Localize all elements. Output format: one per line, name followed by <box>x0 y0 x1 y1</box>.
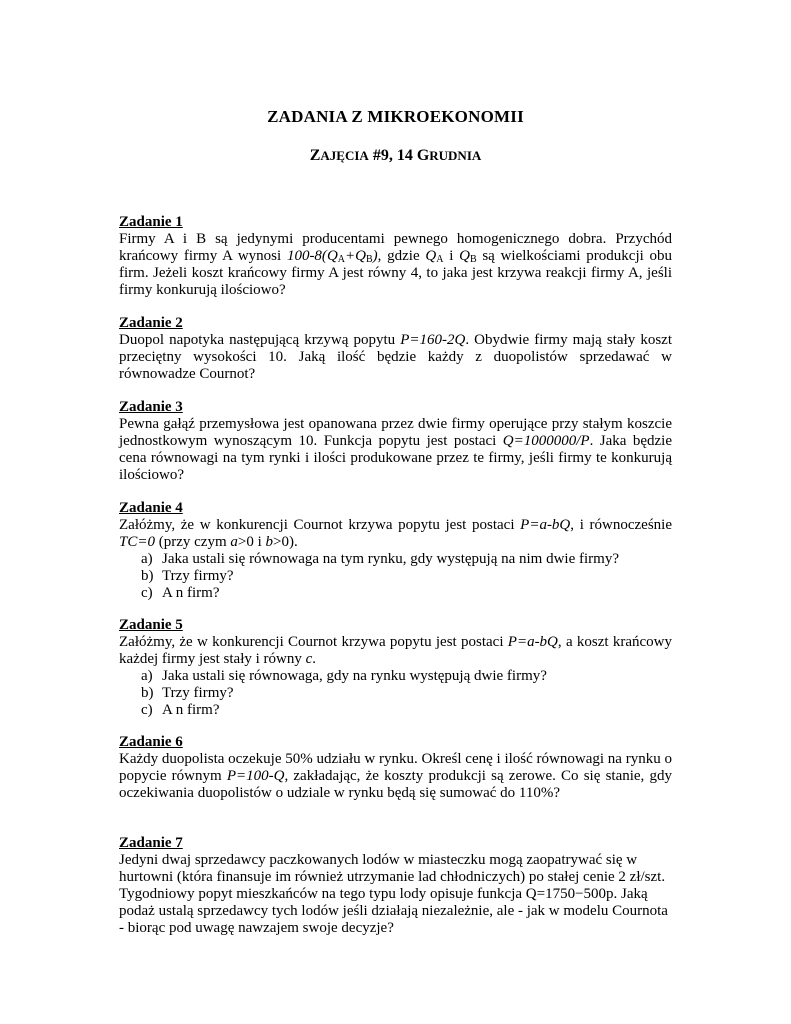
task-4 <box>119 500 672 602</box>
task-heading: Zadanie 1 <box>119 214 183 230</box>
list-item-text: Jaka ustali się równowaga na tym rynku, gdy występują na nim dwie firmy? <box>162 551 619 567</box>
task-heading: Zadanie 7 <box>119 835 183 851</box>
text-run: . <box>312 651 317 667</box>
formula: Q <box>425 248 437 264</box>
formula: P=a-bQ <box>507 634 558 650</box>
text-run: , i równocześnie <box>570 517 672 533</box>
list-item-text: Jaka ustali się równowaga, gdy na rynku występują dwie firmy? <box>162 668 547 684</box>
formula: c <box>305 651 313 667</box>
list-marker: c) <box>141 702 153 718</box>
text-run: , zakładając, że koszty produkcji są zerowe. Co się stanie, gdy oczekiwania duopolistów o udziale w rynku będą się sumować do 110%? <box>119 768 672 801</box>
formula: Q <box>459 248 470 264</box>
page-title: ZADANIA Z MIKROEKONOMII <box>267 107 524 126</box>
subtitle-part: Z <box>309 147 321 164</box>
text-run: >0 i <box>237 534 266 550</box>
formula: Q <box>355 248 366 264</box>
list-item <box>119 568 672 585</box>
task-heading: Zadanie 5 <box>119 617 183 633</box>
text-run: . Jaka będzie cena równowagi na tym rynki i ilości produkowane przez te firmy, jeśli firmy te konkurują ilościowo? <box>119 433 673 483</box>
text-run: Firmy A i B są jedynymi producentami pewnego homogenicznego dobra. Przychód krańcowy firmy A wynosi <box>119 231 672 264</box>
text-run: Pewna gałąź przemysłowa jest opanowana przez dwie firmy operujące przy stałym koszcie jednostkowym wynoszącym 10. Funkcja popytu jest postaci <box>119 416 672 449</box>
subscript: A <box>436 254 444 265</box>
subscript: B <box>469 254 477 265</box>
list-marker: a) <box>141 668 153 684</box>
formula: b <box>265 534 274 550</box>
list-item-text: Trzy firmy? <box>162 685 234 701</box>
text-run: są wielkościami produkcji obu firm. Jeżeli koszt krańcowy firmy A jest równy 4, to jaka jest krzywa reakcji firmy A, jeśli firmy konkurują ilościowo? <box>119 248 673 298</box>
task-6 <box>119 734 672 802</box>
subtitle-part: AJĘCIA <box>320 148 369 163</box>
text-run: , a koszt krańcowy każdej firmy jest stały i równy <box>119 634 672 667</box>
formula: + <box>345 248 356 264</box>
text-run: >0). <box>273 534 298 550</box>
text-run: Jedyni dwaj sprzedawcy paczkowanych lodów w miasteczku mogą zaopatrywać się w hurtowni (która finansuje im również utrzymanie lad chłodniczych) po stałej cenie 2 zł/szt. Tygodniowy popyt mieszkańców na tego typu lody opisuje funkcja Q=1750−500p. Jaką podaż ustalą sprzedawcy tych lodów jeśli działają niezależnie, ale - jak w modelu Cournota - biorąc pod uwagę nawzajem swoje decyzje? <box>119 852 668 936</box>
task-text <box>119 231 672 299</box>
task-3 <box>119 399 672 484</box>
subtitle-part: #9, 14 G <box>368 147 430 164</box>
list-item <box>119 685 672 702</box>
task-text <box>119 517 672 551</box>
formula: 100-8( <box>286 248 327 264</box>
list-item <box>119 585 672 602</box>
text-run: , gdzie <box>377 248 426 264</box>
text-run: Duopol napotyka następującą krzywą popytu <box>119 332 401 348</box>
sub-question-list <box>119 551 672 602</box>
list-item <box>119 702 672 719</box>
formula: TC=0 <box>119 534 155 550</box>
formula: P=100-Q <box>226 768 285 784</box>
task-heading: Zadanie 6 <box>119 734 183 750</box>
list-marker: b) <box>141 568 154 584</box>
formula: P=a-bQ <box>520 517 571 533</box>
formula: a <box>230 534 238 550</box>
text-run: . Obydwie firmy mają stały koszt przeciętny wysokości 10. Jaką ilość będzie każdy z duopolistów sprzedawać w równowadze Cournot? <box>119 332 672 382</box>
list-marker: b) <box>141 685 154 701</box>
list-marker: a) <box>141 551 153 567</box>
list-item-text: A n firm? <box>162 702 220 718</box>
task-1 <box>119 214 672 299</box>
formula: Q <box>326 248 338 264</box>
text-run: Każdy duopolista oczekuje 50% udziału w rynku. Określ cenę i ilość równowagi na rynku o popycie równym <box>119 751 672 784</box>
subscript: B <box>365 254 373 265</box>
task-heading: Zadanie 2 <box>119 315 183 331</box>
task-text <box>119 634 672 668</box>
list-item-text: A n firm? <box>162 585 220 601</box>
formula: P=160-2Q <box>400 332 466 348</box>
list-item <box>119 551 672 568</box>
formula: ) <box>372 248 378 264</box>
list-item <box>119 668 672 685</box>
list-marker: c) <box>141 585 153 601</box>
text-run: i <box>443 248 460 264</box>
sub-question-list <box>119 668 672 719</box>
subtitle-part: RUDNIA <box>429 148 482 163</box>
task-text <box>119 852 672 937</box>
task-heading: Zadanie 4 <box>119 500 183 516</box>
task-5 <box>119 617 672 719</box>
text-run: Załóżmy, że w konkurencji Cournot krzywa popytu jest postaci <box>119 517 521 533</box>
formula: Q=1000000/P <box>502 433 590 449</box>
list-item-text: Trzy firmy? <box>162 568 234 584</box>
task-heading: Zadanie 3 <box>119 399 183 415</box>
task-7 <box>119 835 672 937</box>
subscript: A <box>337 254 346 265</box>
text-run: (przy czym <box>154 534 231 550</box>
text-run: Załóżmy, że w konkurencji Cournot krzywa popytu jest postaci <box>119 634 508 650</box>
task-text <box>119 751 672 802</box>
task-2 <box>119 315 672 383</box>
page-subtitle <box>0 147 791 165</box>
task-text <box>119 416 672 484</box>
task-text <box>119 332 672 383</box>
